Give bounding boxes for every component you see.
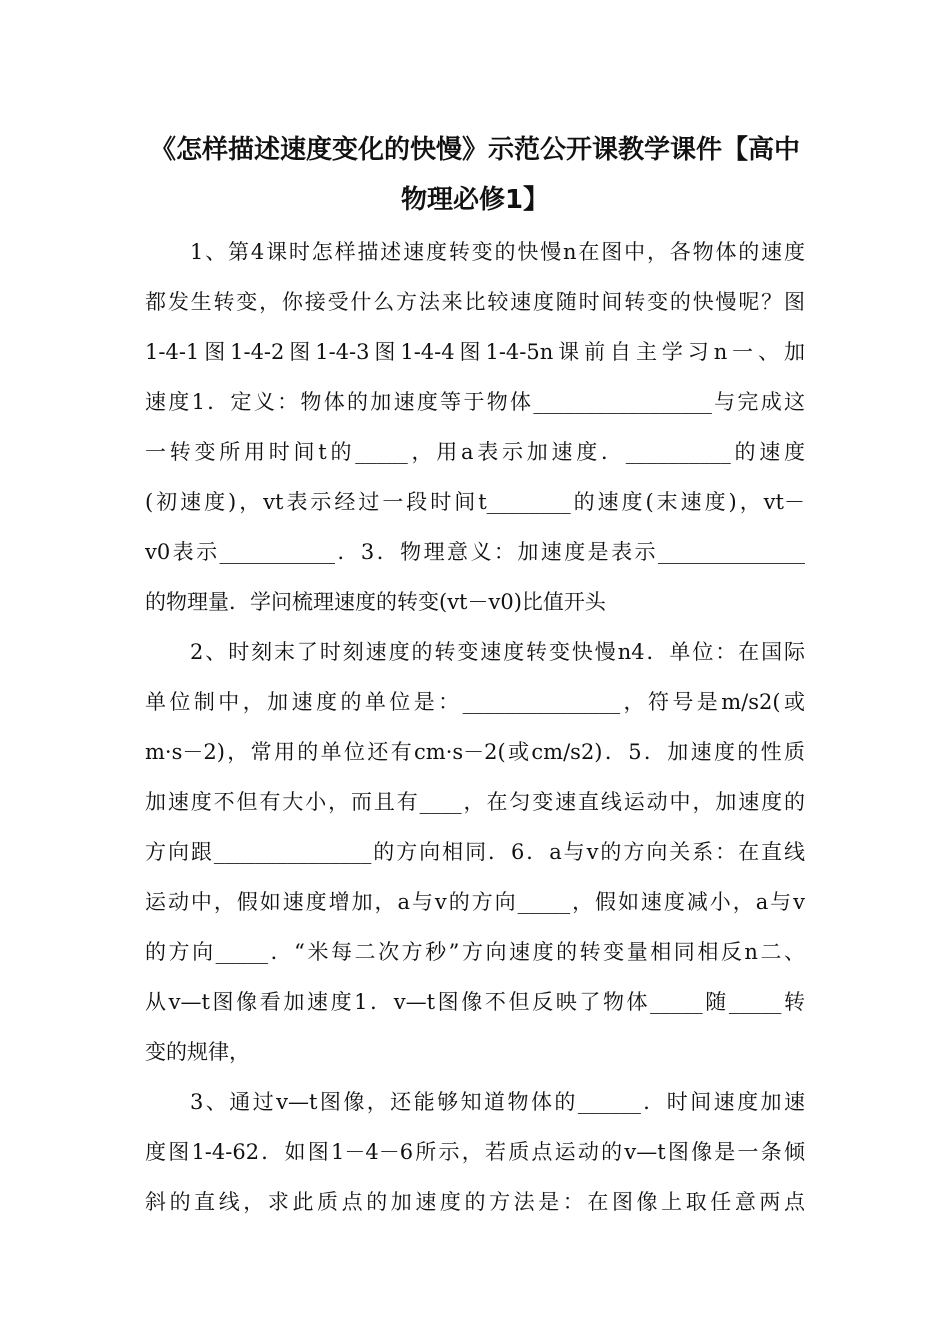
- paragraph-2-line-7: 的方向_____．“米每二次方秒”方向速度的转变量相同相反n二、: [145, 940, 805, 964]
- paragraph-1-line-5: 一转变所用时间t的_____，用a表示加速度．__________的速度: [145, 440, 805, 464]
- paragraph-1-line-3: 1-4-1图1-4-2图1-4-3图1-4-4图1-4-5n课前自主学习n一、加: [145, 340, 805, 364]
- paragraph-1-line-7: v0表示___________．3．物理意义：加速度是表示______________: [145, 540, 805, 564]
- document-title-line-2: 物理必修1】: [400, 185, 550, 215]
- paragraph-2-line-9: 变的规律，: [145, 1040, 250, 1064]
- paragraph-1-line-8: 的物理量．学问梳理速度的转变(vt－v0)比值开头: [145, 590, 606, 614]
- document-title-line-1: 《怎样描述速度变化的快慢》示范公开课教学课件【高中: [149, 135, 800, 165]
- paragraph-3-line-1: 3、通过v—t图像，还能够知道物体的______．时间速度加速: [190, 1090, 805, 1114]
- paragraph-1-line-6: (初速度)，vt表示经过一段时间t________的速度(末速度)，vt－: [145, 490, 805, 514]
- paragraph-2-line-3: m·s－2)，常用的单位还有cm·s－2(或cm/s2)．5．加速度的性质: [145, 740, 805, 764]
- paragraph-2-line-8: 从v—t图像看加速度1．v—t图像不但反映了物体_____随_____转: [145, 990, 805, 1014]
- paragraph-2-line-2: 单位制中，加速度的单位是：_______________，符号是m/s2(或: [145, 690, 805, 714]
- paragraph-1-line-1: 1、第4课时怎样描述速度转变的快慢n在图中，各物体的速度: [190, 240, 805, 264]
- paragraph-2-line-5: 方向跟_______________的方向相同．6．a与v的方向关系：在直线: [145, 840, 805, 864]
- paragraph-1-line-4: 速度1．定义：物体的加速度等于物体_________________与完成这: [145, 390, 805, 414]
- paragraph-1-line-2: 都发生转变，你接受什么方法来比较速度随时间转变的快慢呢？图: [145, 290, 805, 314]
- paragraph-2-line-4: 加速度不但有大小，而且有____，在匀变速直线运动中，加速度的: [145, 790, 805, 814]
- paragraph-2-line-6: 运动中，假如速度增加，a与v的方向_____，假如速度减小，a与v: [145, 890, 805, 914]
- paragraph-3-line-2: 度图1-4-62．如图1－4－6所示，若质点运动的v—t图像是一条倾: [145, 1140, 805, 1164]
- paragraph-2-line-1: 2、时刻末了时刻速度的转变速度转变快慢n4．单位：在国际: [190, 640, 805, 664]
- paragraph-3-line-3: 斜的直线，求此质点的加速度的方法是：在图像上取任意两点: [145, 1190, 805, 1214]
